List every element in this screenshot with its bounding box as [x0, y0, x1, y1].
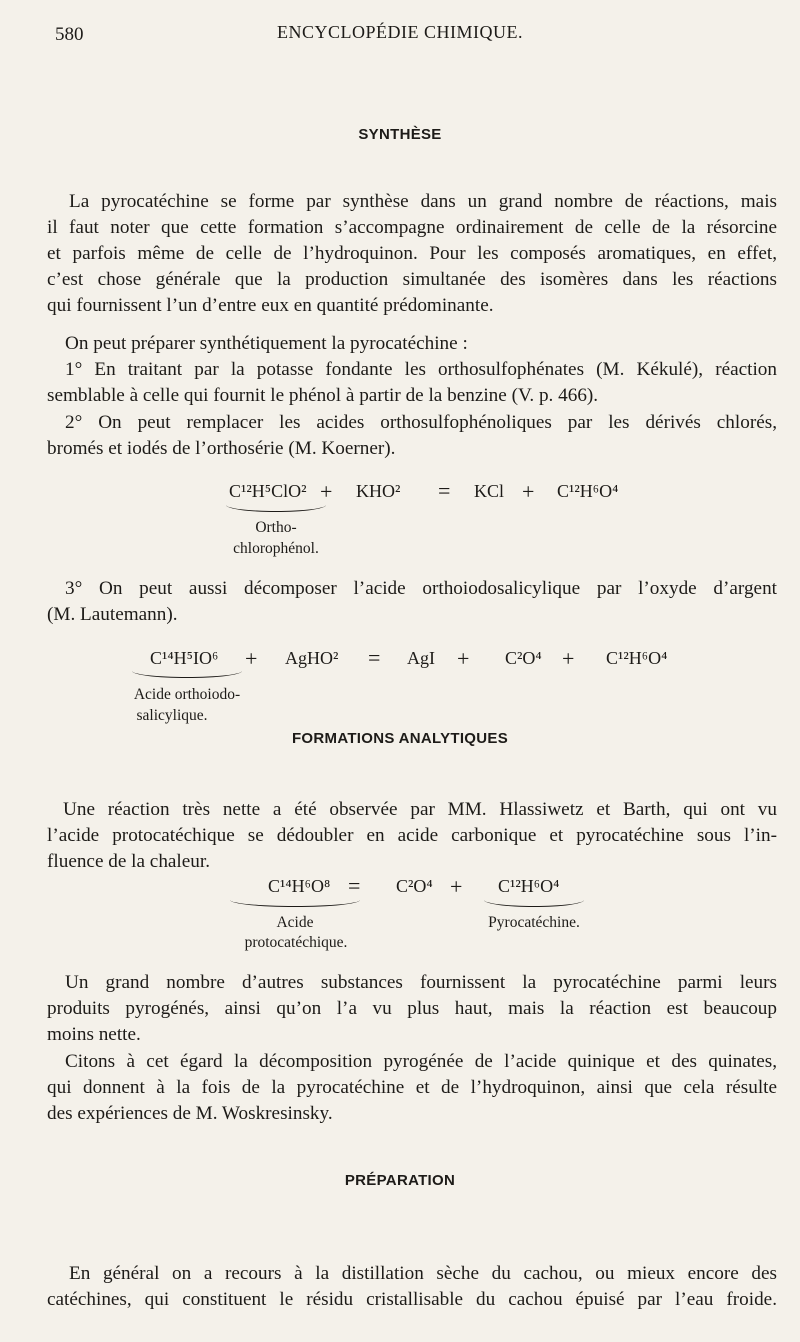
- section-heading-synthese: SYNTHÈSE: [358, 126, 442, 143]
- formula-co2: C²O⁴: [505, 648, 542, 668]
- text-line: La pyrocatéchine se forme par synthèse dans un grand nombre de réactions, mais: [69, 191, 777, 212]
- text-line: moins nette.: [47, 1024, 141, 1045]
- formula-chlorophenol: C¹²H⁵ClO²: [229, 481, 307, 501]
- caption-chlorophenol: chlorophénol.: [233, 540, 319, 557]
- equals-sign: =: [348, 873, 361, 898]
- paragraph-intro: [47, 189, 777, 319]
- section-heading-preparation: PRÉPARATION: [344, 1172, 456, 1189]
- caption-pyrocatechine: Pyrocatéchine.: [488, 914, 580, 931]
- formula-pyrocatechine: C¹²H⁶O⁴: [606, 648, 668, 668]
- text-line: il faut noter que cette formation s’accompagne ordinairement de celle de la résorcine: [47, 217, 777, 238]
- text-line: bromés et iodés de l’orthosérie (M. Koerner).: [47, 438, 396, 459]
- text-line: qui donnent à la fois de la pyrocatéchine et de l’hydroquinon, ainsi que cela résulte: [47, 1077, 777, 1098]
- plus-sign: +: [562, 646, 575, 671]
- text-line: 1° En traitant par la potasse fondante les orthosulfophénates (M. Kékulé), réaction: [65, 359, 777, 380]
- equals-sign: =: [368, 645, 381, 670]
- underbrace: [484, 900, 584, 907]
- text-line: qui fournissent l’un d’entre eux en quantité prédominante.: [47, 295, 494, 316]
- paragraph-method-3: [47, 576, 777, 628]
- paragraph-method-1: [47, 357, 777, 409]
- plus-sign: +: [457, 646, 470, 671]
- section-heading-formations: FORMATIONS ANALYTIQUES: [291, 730, 509, 747]
- paragraph-quinic: [47, 1049, 777, 1127]
- text-line: et parfois même de celle de l’hydroquinon. Pour les composés aromatiques, en effet,: [47, 243, 777, 264]
- text-line: semblable à celle qui fournit le phénol à partir de la benzine (V. p. 466).: [47, 385, 599, 406]
- equals-sign: =: [438, 478, 451, 503]
- caption-protocatechique: protocatéchique.: [244, 934, 348, 951]
- running-title: ENCYCLOPÉDIE CHIMIQUE.: [277, 22, 523, 42]
- text-line: Un grand nombre d’autres substances fournissent la pyrocatéchine parmi leurs: [65, 972, 777, 993]
- text-line: On peut préparer synthétiquement la pyrocatéchine :: [65, 333, 468, 354]
- underbrace: [226, 505, 326, 512]
- formula-protocatechic-acid: C¹⁴H⁶O⁸: [268, 876, 331, 896]
- plus-sign: +: [450, 874, 463, 899]
- text-line: catéchines, qui constituent le résidu cristallisable du cachou épuisé par l’eau froide.: [47, 1289, 777, 1310]
- paragraph-method-2: [47, 410, 777, 462]
- text-line: (M. Lautemann).: [47, 604, 178, 625]
- paragraph-preparation: [47, 1261, 777, 1313]
- plus-sign: +: [320, 479, 333, 504]
- formula-potash: KHO²: [356, 481, 401, 501]
- caption-acide-orthoiodo: Acide orthoiodo-: [133, 686, 241, 703]
- text-line: produits pyrogénés, ainsi qu’on l’a vu plus haut, mais la réaction est beaucoup: [47, 998, 777, 1019]
- text-line: Citons à cet égard la décomposition pyrogénée de l’acide quinique et des quinates,: [65, 1051, 777, 1072]
- page-number: 580: [55, 24, 84, 45]
- text-line: des expériences de M. Woskresinsky.: [47, 1103, 333, 1124]
- text-line: Une réaction très nette a été observée par MM. Hlassiwetz et Barth, qui ont vu: [63, 799, 777, 820]
- underbrace: [230, 900, 360, 907]
- text-line: 3° On peut aussi décomposer l’acide orthoiodosalicylique par l’oxyde d’argent: [65, 578, 777, 599]
- plus-sign: +: [245, 646, 258, 671]
- text-line: c’est chose générale que la production simultanée des isomères dans les réactions: [47, 269, 777, 290]
- caption-acide: Acide: [276, 914, 314, 931]
- formula-iodosalicylic: C¹⁴H⁵IO⁶: [150, 648, 219, 668]
- text-line: En général on a recours à la distillation sèche du cachou, ou mieux encore des: [69, 1263, 777, 1284]
- underbrace: [132, 671, 242, 678]
- formula-pyrocatechine: C¹²H⁶O⁴: [498, 876, 560, 896]
- formula-kcl: KCl: [474, 481, 505, 501]
- paragraph-pyrogenic: [47, 970, 777, 1048]
- caption-salicylique: salicylique.: [136, 707, 208, 724]
- formula-pyrocatechine: C¹²H⁶O⁴: [557, 481, 619, 501]
- formula-agi: AgI: [407, 648, 435, 668]
- caption-ortho: Ortho-: [255, 519, 297, 536]
- text-line: l’acide protocatéchique se dédoubler en acide carbonique et pyrocatéchine sous l’in-: [47, 825, 777, 846]
- plus-sign: +: [522, 479, 535, 504]
- text-line: 2° On peut remplacer les acides orthosulfophénoliques par les dérivés chlorés,: [65, 412, 777, 433]
- formula-silver-oxide: AgHO²: [285, 648, 339, 668]
- paragraph-synthetic: [47, 331, 777, 357]
- formula-co2: C²O⁴: [396, 876, 433, 896]
- text-line: fluence de la chaleur.: [47, 851, 210, 872]
- paragraph-protocatechic: [47, 797, 777, 875]
